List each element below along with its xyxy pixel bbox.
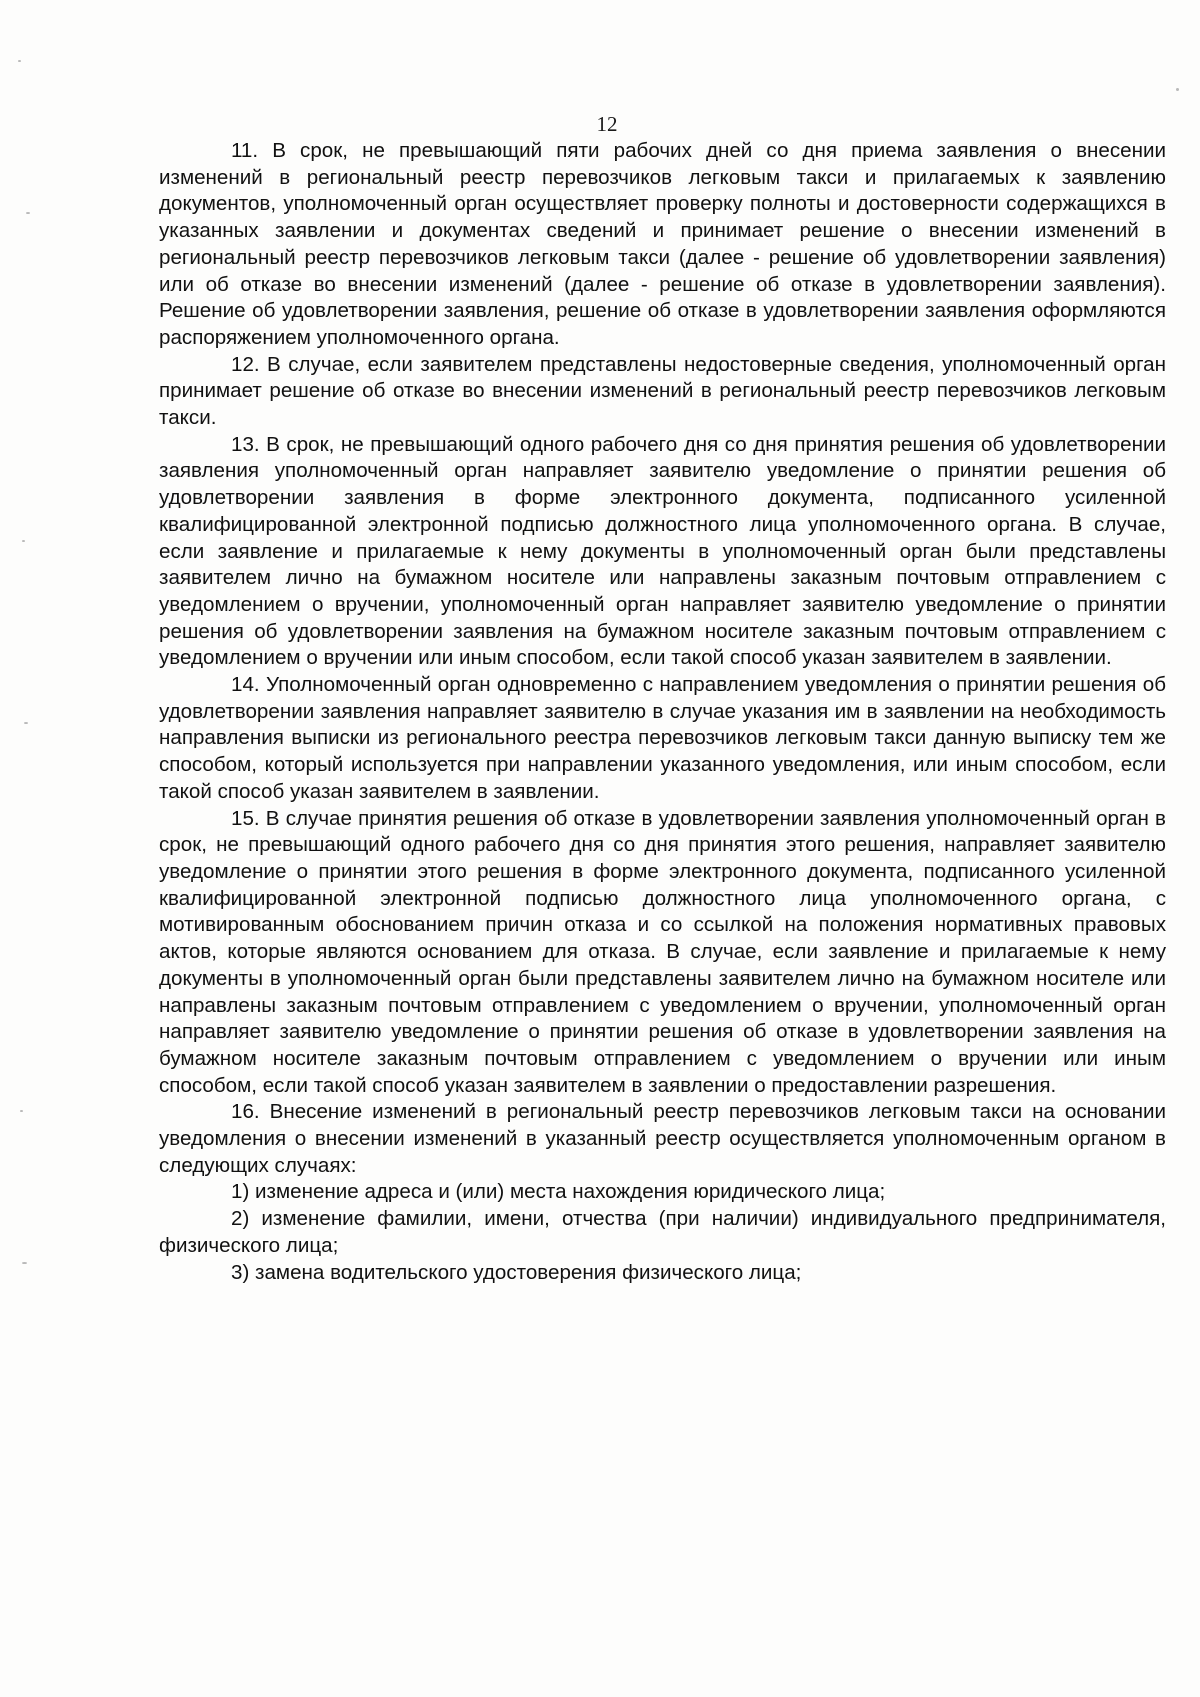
scan-speck — [1176, 88, 1179, 91]
paragraph-15: 15. В случае принятия решения об отказе в удовлетворении заявления уполномоченный орган в срок, не превышающий одного рабочего дня со дня принятия этого решения, направляет заявителю уведомление о принятии этого решения в форме электронного документа, подписанного усиленной квалифицированной электронной подписью должностного лица уполномоченного органа, с мотивированным обоснованием причин отказа и со ссылкой на положения нормативных правовых актов, которые являются основанием для отказа. В случае, если заявление и прилагаемые к нему документы в уполномоченный орган были представлены заявителем лично на бумажном носителе или направлены заказным почтовым отправлением с уведомлением о вручении, уполномоченный орган направляет заявителю уведомление о принятии решения об отказе в удовлетворении заявления на бумажном носителе заказным почтовым отправлением с уведомлением о вручении или иным способом, если такой способ указан заявителем в заявлении о предоставлении разрешения. — [159, 806, 1166, 1097]
document-body — [159, 138, 1166, 1286]
list-item-2: 2) изменение фамилии, имени, отчества (при наличии) индивидуального предпринимателя, физического лица; — [159, 1207, 1166, 1257]
list-item-1: 1) изменение адреса и (или) места нахождения юридического лица; — [231, 1180, 886, 1204]
paragraph-16: 16. Внесение изменений в региональный реестр перевозчиков легковым такси на основании уведомления о внесении изменений в указанный реестр осуществляется уполномоченным органом в следующих случаях: — [159, 1100, 1166, 1177]
scan-speck — [22, 540, 25, 542]
scan-speck — [20, 1110, 23, 1112]
scan-speck — [22, 1262, 27, 1264]
page-number: 12 — [596, 112, 618, 136]
paragraph-13: 13. В срок, не превышающий одного рабочего дня со дня принятия решения об удовлетворении заявления уполномоченный орган направляет заявителю уведомление о принятии решения об удовлетворении заявления в форме электронного документа, подписанного усиленной квалифицированной электронной подписью должностного лица уполномоченного органа. В случае, если заявление и прилагаемые к нему документы в уполномоченный орган были представлены заявителем лично на бумажном носителе или направлены заказным почтовым отправлением с уведомлением о вручении, уполномоченный орган направляет заявителю уведомление о принятии решения об удовлетворении заявления на бумажном носителе заказным почтовым отправлением с уведомлением о вручении или иным способом, если такой способ указан заявителем в заявлении. — [159, 432, 1166, 670]
paragraph-12: 12. В случае, если заявителем представлены недостоверные сведения, уполномоченный орган принимает решение об отказе во внесении изменений в региональный реестр перевозчиков легковым такси. — [159, 352, 1166, 430]
scan-speck — [26, 212, 30, 214]
scan-speck — [18, 60, 21, 62]
paragraph-11: 11. В срок, не превышающий пяти рабочих дней со дня приема заявления о внесении изменений в региональный реестр перевозчиков легковым такси и прилагаемых к заявлению документов, уполномоченный орган осуществляет проверку полноты и достоверности содержащихся в указанных заявлении и документах сведений и принимает решение о внесении изменений в региональный реестр перевозчиков легковым такси (далее - решение об удовлетворении заявления) или об отказе во внесении изменений (далее - решение об отказе в удовлетворении заявления). Решение об удовлетворении заявления, решение об отказе в удовлетворении заявления оформляются распоряжением уполномоченного органа. — [159, 139, 1166, 349]
list-item-3: 3) замена водительского удостоверения физического лица; — [231, 1260, 802, 1284]
paragraph-14: 14. Уполномоченный орган одновременно с направлением уведомления о принятии решения об удовлетворении заявления направляет заявителю в случае указания им в заявлении на необходимость направления выписки из регионального реестра перевозчиков легковым такси данную выписку тем же способом, который используется при направлении указанного уведомления, или иным способом, если такой способ указан заявителем в заявлении. — [159, 673, 1166, 803]
scan-speck — [24, 722, 28, 724]
